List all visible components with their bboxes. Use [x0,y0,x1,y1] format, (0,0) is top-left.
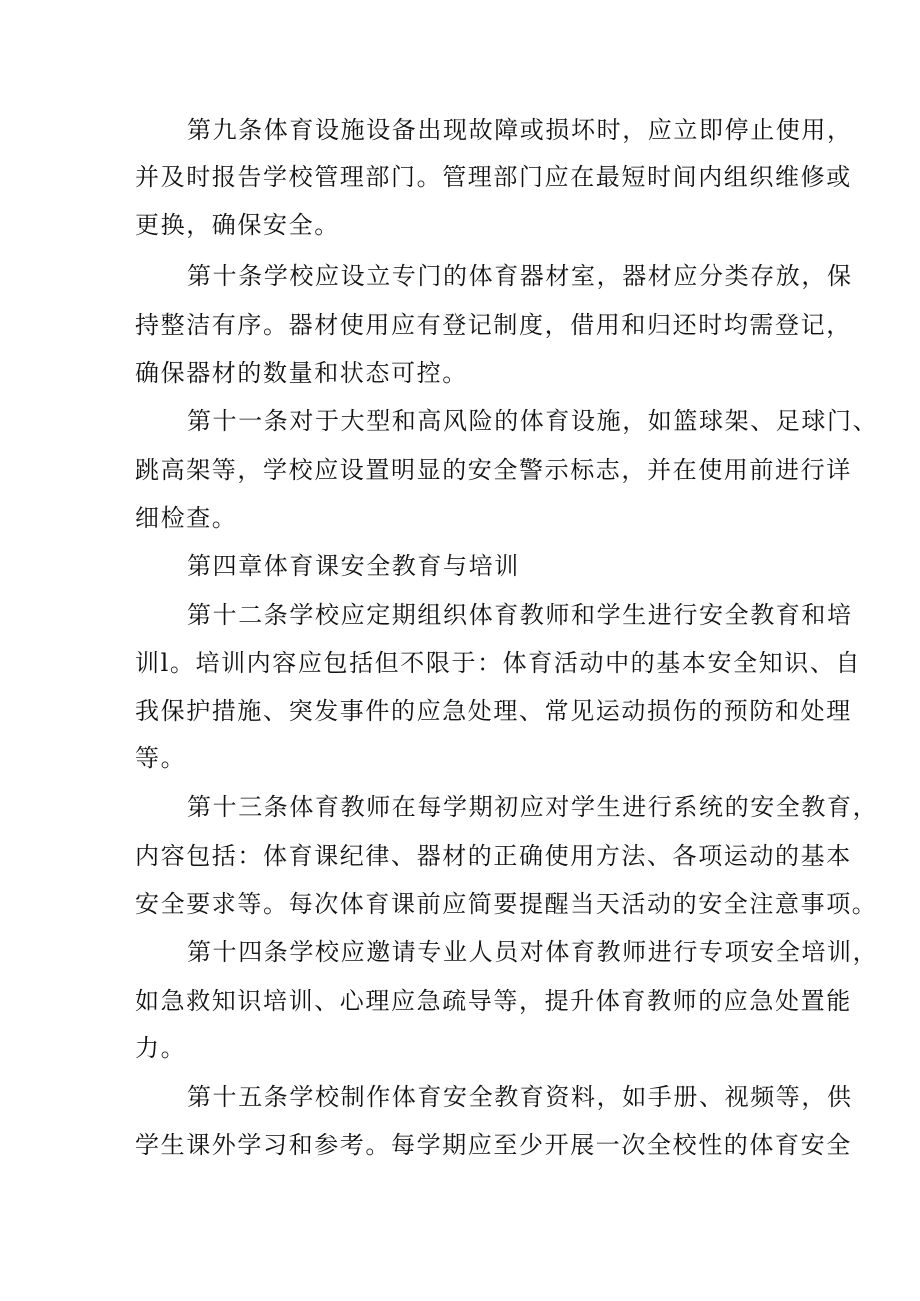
article-11-line-3: 细检查。 [135,504,238,532]
article-12-line-3: 我保护措施、突发事件的应急处理、常见运动损伤的预防和处理 [135,697,852,725]
article-12-line-1: 第十二条学校应定期组织体育教师和学生进行安全教育和培 [187,601,853,629]
article-10-line-2: 持整洁有序。器材使用应有登记制度，借用和归还时均需登记， [135,311,852,339]
article-10-line-1: 第十条学校应设立专门的体育器材室，器材应分类存放，保 [187,262,853,290]
article-9-line-3: 更换，确保安全。 [135,211,340,239]
article-15-line-1: 第十五条学校制作体育安全教育资料，如手册、视频等，供 [187,1083,853,1111]
article-14-line-1: 第十四条学校应邀请专业人员对体育教师进行专项安全培训， [187,938,879,966]
article-12-line-2: 训l。培训内容应包括但不限于：体育活动中的基本安全知识、自 [135,649,862,677]
article-14-line-2: 如急救知识培训、心理应急疏导等，提升体育教师的应急处置能 [135,987,852,1015]
chapter-4-heading: 第四章体育课安全教育与培训 [187,552,520,580]
article-9-line-1: 第九条体育设施设备出现故障或损坏时，应立即停止使用， [187,116,853,144]
article-11-line-1: 第十一条对于大型和高风险的体育设施，如篮球架、足球门、 [187,407,879,435]
article-9-line-2: 并及时报告学校管理部门。管理部门应在最短时间内组织维修或 [135,163,852,191]
article-15-line-2: 学生课外学习和参考。每学期应至少开展一次全校性的体育安全 [135,1131,852,1159]
article-14-line-3: 力。 [135,1034,187,1062]
article-12-line-4: 等。 [135,744,187,772]
article-11-line-2: 跳高架等，学校应设置明显的安全警示标志，并在使用前进行详 [135,456,852,484]
article-10-line-3: 确保器材的数量和状态可控。 [135,359,468,387]
article-13-line-2: 内容包括：体育课纪律、器材的正确使用方法、各项运动的基本 [135,842,852,870]
article-13-line-3: 安全要求等。每次体育课前应简要提醒当天活动的安全注意事项。 [135,890,878,918]
article-13-line-1: 第十三条体育教师在每学期初应对学生进行系统的安全教育， [187,793,879,821]
